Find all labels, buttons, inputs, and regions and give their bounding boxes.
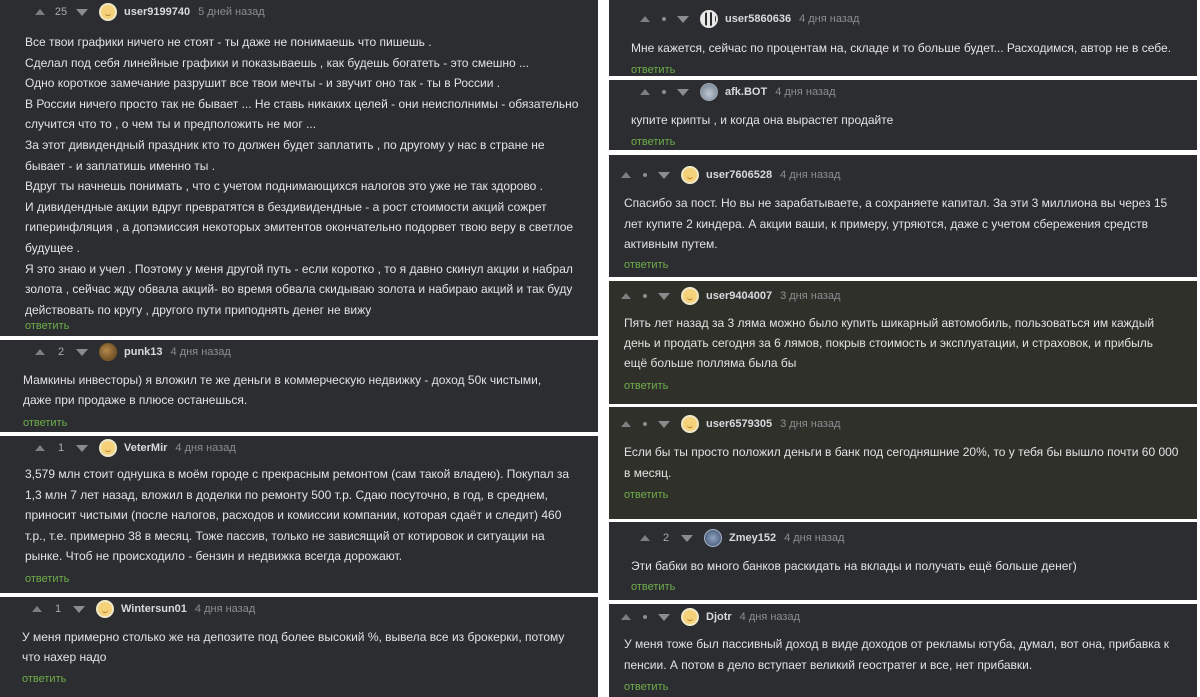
username-link[interactable]: afk.BOT	[725, 86, 768, 98]
comment-text	[624, 634, 1169, 675]
comment-timestamp: 4 дня назад	[799, 13, 860, 25]
comment-meta	[619, 605, 800, 629]
comment-card	[609, 407, 1197, 519]
upvote-icon[interactable]	[619, 289, 633, 303]
comment-timestamp: 3 дня назад	[780, 290, 841, 302]
comment-text	[624, 193, 1167, 255]
upvote-icon[interactable]	[638, 12, 652, 26]
comment-text	[22, 627, 564, 667]
username-link[interactable]: Djotr	[706, 611, 732, 623]
comment-line: Спасибо за пост. Но вы не зарабатываете, а сохраняете капитал. За эти 3 миллиона вы через 15	[624, 196, 1168, 210]
comment-line: Все твои графики ничего не стоят - ты даже не понимаешь что пишешь .	[25, 35, 432, 49]
downvote-icon[interactable]	[75, 5, 89, 19]
comment-line: лет купите 2 киндера. А акции ваши, к примеру, утряются, даже с учетом сбережения средств	[624, 216, 1148, 231]
downvote-icon[interactable]	[72, 602, 86, 616]
comment-meta	[30, 597, 255, 621]
comment-line: действовать по кругу , другого пути приподнять денег не вижу	[25, 302, 372, 317]
comment-line: ещё больше поллямa была бы	[624, 356, 797, 370]
comment-text	[631, 38, 1171, 58]
downvote-icon[interactable]	[657, 610, 671, 624]
comment-line: Одно короткое замечание разрушит все твои мечты - и звучит оно так - ты в России .	[25, 76, 501, 91]
comment-text	[624, 442, 1178, 483]
score-dot-icon	[662, 17, 666, 21]
downvote-icon[interactable]	[676, 12, 690, 26]
comment-card	[609, 155, 1197, 277]
comment-meta	[638, 526, 844, 550]
comment-line: будущее .	[25, 240, 80, 255]
comment-text	[631, 556, 1077, 576]
username-link[interactable]: user9199740	[124, 6, 191, 18]
downvote-icon[interactable]	[75, 441, 89, 455]
comment-meta	[33, 0, 265, 24]
upvote-icon[interactable]	[619, 610, 633, 624]
username-link[interactable]: punk13	[124, 346, 163, 358]
score-dot-icon	[643, 615, 647, 619]
reply-link[interactable]: ответить	[631, 136, 676, 148]
username-link[interactable]: user6579305	[706, 418, 773, 430]
upvote-icon[interactable]	[638, 85, 652, 99]
comment-text	[631, 110, 893, 130]
comment-card	[0, 436, 598, 593]
comment-line: 3,579 млн стоит однушка в моём городе с прекрасным ремонтом (сам такой владею). Покупал за	[25, 467, 570, 481]
comment-line: У меня примерно столько же на депозите под более высокий %, вывела все из брокерки, потому	[22, 630, 565, 644]
comment-line: гиперинфляция , а допэмиссия некоторых эмитентов окончательно подорвет твою веру в светлое	[25, 220, 574, 235]
user-avatar[interactable]	[681, 415, 699, 433]
comment-line: За этот дивидендный праздник кто то должен будет заплатить , по другому у нас в стране не	[25, 137, 545, 152]
comment-timestamp: 5 дней назад	[198, 6, 265, 18]
upvote-icon[interactable]	[33, 345, 47, 359]
comment-text	[23, 370, 541, 410]
comment-line: золота , сейчас жду обвала акций- во время обвала скидываю золота и набираю акций и так буду	[25, 282, 573, 297]
comment-card	[609, 281, 1197, 404]
comment-line: приносит чистыми (после налогов, расходов и комиссии компании, которая сдаёт и следит) 460	[25, 508, 562, 522]
score-dot-icon	[643, 294, 647, 298]
score-dot-icon	[643, 173, 647, 177]
reply-link[interactable]: ответить	[631, 581, 676, 593]
username-link[interactable]: user9404007	[706, 290, 773, 302]
comment-line: Мамкины инвесторы) я вложил те же деньги в коммерческую недвижку - доход 50к чистыми,	[23, 373, 542, 387]
comment-line: В России ничего просто так не бывает ... Не ставь никаких целей - они неисполнимы - обязательно	[25, 96, 579, 111]
comment-meta	[619, 412, 840, 436]
user-avatar[interactable]	[99, 439, 117, 457]
username-link[interactable]: VeterMir	[124, 442, 168, 454]
comment-line: пенсии. А потом в дело вступает великий геостратег и все, нет прибавки.	[624, 657, 1033, 672]
reply-link[interactable]: ответить	[624, 681, 669, 693]
user-avatar[interactable]	[700, 83, 718, 101]
reply-link[interactable]: ответить	[23, 417, 68, 429]
comment-line: Мне кажется, сейчас по процентам на, складе и то больше будет... Расходимся, автор не в себе.	[631, 41, 1172, 55]
upvote-icon[interactable]	[33, 5, 47, 19]
user-avatar[interactable]	[681, 166, 699, 184]
comment-line: бывает - и заплатишь именно ты .	[25, 158, 216, 173]
comment-score: 2	[662, 532, 670, 544]
reply-link[interactable]: ответить	[25, 573, 70, 585]
comment-line: что нахер надо	[22, 650, 107, 664]
comment-text	[25, 32, 578, 320]
user-avatar[interactable]	[681, 608, 699, 626]
user-avatar[interactable]	[99, 3, 117, 21]
comment-line: Вдруг ты начнешь понимать , что с учетом поднимающихся налогов это уже не так здорово .	[25, 179, 543, 194]
downvote-icon[interactable]	[75, 345, 89, 359]
comment-meta	[638, 80, 836, 104]
comment-line: Я это знаю и учел . Поэтому у меня другой путь - если коротко , то я давно скинул акции и набрал	[25, 261, 573, 276]
comment-line: купите крипты , и когда она вырастет продайте	[631, 113, 894, 127]
comment-line: Эти бабки во много банков раскидать на вклады и получать ещё больше денег)	[631, 559, 1077, 573]
username-link[interactable]: user5860636	[725, 13, 792, 25]
upvote-icon[interactable]	[619, 417, 633, 431]
score-dot-icon	[662, 90, 666, 94]
reply-link[interactable]: ответить	[624, 380, 669, 392]
reply-link[interactable]: ответить	[624, 489, 669, 501]
comment-line: активным путем.	[624, 237, 718, 251]
user-avatar[interactable]	[96, 600, 114, 618]
user-avatar[interactable]	[99, 343, 117, 361]
comment-line: Если бы ты просто положил деньги в банк под сегодняшние 20%, то у тебя бы вышло почти 60 000	[624, 445, 1179, 459]
comment-meta	[619, 284, 840, 308]
user-avatar[interactable]	[700, 10, 718, 28]
comment-text	[624, 313, 1154, 373]
comment-line: 1,3 млн 7 лет назад, вложил в доделки по ремонту 500 т.р. Сдаю посуточно, в год, в среднем,	[25, 487, 548, 502]
comment-timestamp: 3 дня назад	[780, 418, 841, 430]
comment-score: 1	[57, 442, 65, 454]
comment-card	[0, 597, 598, 697]
downvote-icon[interactable]	[657, 168, 671, 182]
comment-text	[25, 464, 569, 567]
username-link[interactable]: Zmey152	[729, 532, 777, 544]
user-avatar[interactable]	[704, 529, 722, 547]
comment-timestamp: 4 дня назад	[194, 603, 256, 615]
comment-card	[609, 0, 1197, 76]
comment-timestamp: 4 дня назад	[784, 532, 845, 544]
reply-link[interactable]: ответить	[624, 259, 669, 271]
comment-meta	[619, 163, 840, 187]
comment-meta	[33, 436, 236, 460]
upvote-icon[interactable]	[33, 441, 47, 455]
downvote-icon[interactable]	[657, 417, 671, 431]
comment-score: 25	[54, 6, 68, 18]
username-link[interactable]: Wintersun01	[121, 603, 187, 615]
comment-card	[0, 340, 598, 432]
comment-line: в месяц.	[624, 465, 672, 480]
reply-link[interactable]: ответить	[25, 320, 70, 332]
username-link[interactable]: user7606528	[706, 169, 773, 181]
reply-link[interactable]: ответить	[22, 673, 67, 685]
score-dot-icon	[643, 422, 647, 426]
downvote-icon[interactable]	[676, 85, 690, 99]
comment-timestamp: 4 дня назад	[175, 442, 236, 454]
comment-meta	[638, 7, 859, 31]
comment-score: 1	[54, 603, 62, 615]
upvote-icon[interactable]	[619, 168, 633, 182]
comment-line: даже при продаже в плюсе останешься.	[23, 393, 248, 407]
comment-line: день и продать сегодня за 6 лямов, покрыв стоимость и эксплуатации, и страховок, и прибыль	[624, 336, 1154, 350]
comment-line: рынке. Чтоб не происходило - бензин и недвижка всегда дорожают.	[25, 549, 403, 563]
comment-card	[609, 80, 1197, 150]
reply-link[interactable]: ответить	[631, 64, 676, 76]
comment-line: Сделал под себя линейные графики и показываешь , как будешь богатеть - это смешно ...	[25, 55, 529, 70]
upvote-icon[interactable]	[30, 602, 44, 616]
downvote-icon[interactable]	[680, 531, 694, 545]
comment-meta	[33, 340, 231, 364]
comment-timestamp: 4 дня назад	[170, 346, 231, 358]
comment-line: случится что то , о чем ты и предположить не мог ...	[25, 117, 317, 132]
downvote-icon[interactable]	[657, 289, 671, 303]
comment-timestamp: 4 дня назад	[775, 86, 836, 98]
comment-timestamp: 4 дня назад	[739, 611, 800, 623]
comment-line: У меня тоже был пассивный доход в виде доходов от рекламы ютуба, думал, вот она, прибавка к	[624, 637, 1169, 651]
comment-timestamp: 4 дня назад	[780, 169, 841, 181]
comment-line: т.р., т.е. примерно 38 в месяц. Тоже пассив, только не зависящий от котировок и ситуации на	[25, 528, 545, 543]
comment-card	[0, 0, 598, 336]
comment-line: Пять лет назад за 3 ляма можно было купить шикарный автомобиль, пользоваться им каждый	[624, 316, 1155, 330]
comment-card	[609, 604, 1197, 697]
comment-card	[609, 522, 1197, 600]
upvote-icon[interactable]	[638, 531, 652, 545]
user-avatar[interactable]	[681, 287, 699, 305]
comment-score: 2	[57, 346, 65, 358]
comment-line: И дивидендные акции вдруг превратятся в бездивидендные - а рост стоимости акций сожрет	[25, 199, 547, 214]
